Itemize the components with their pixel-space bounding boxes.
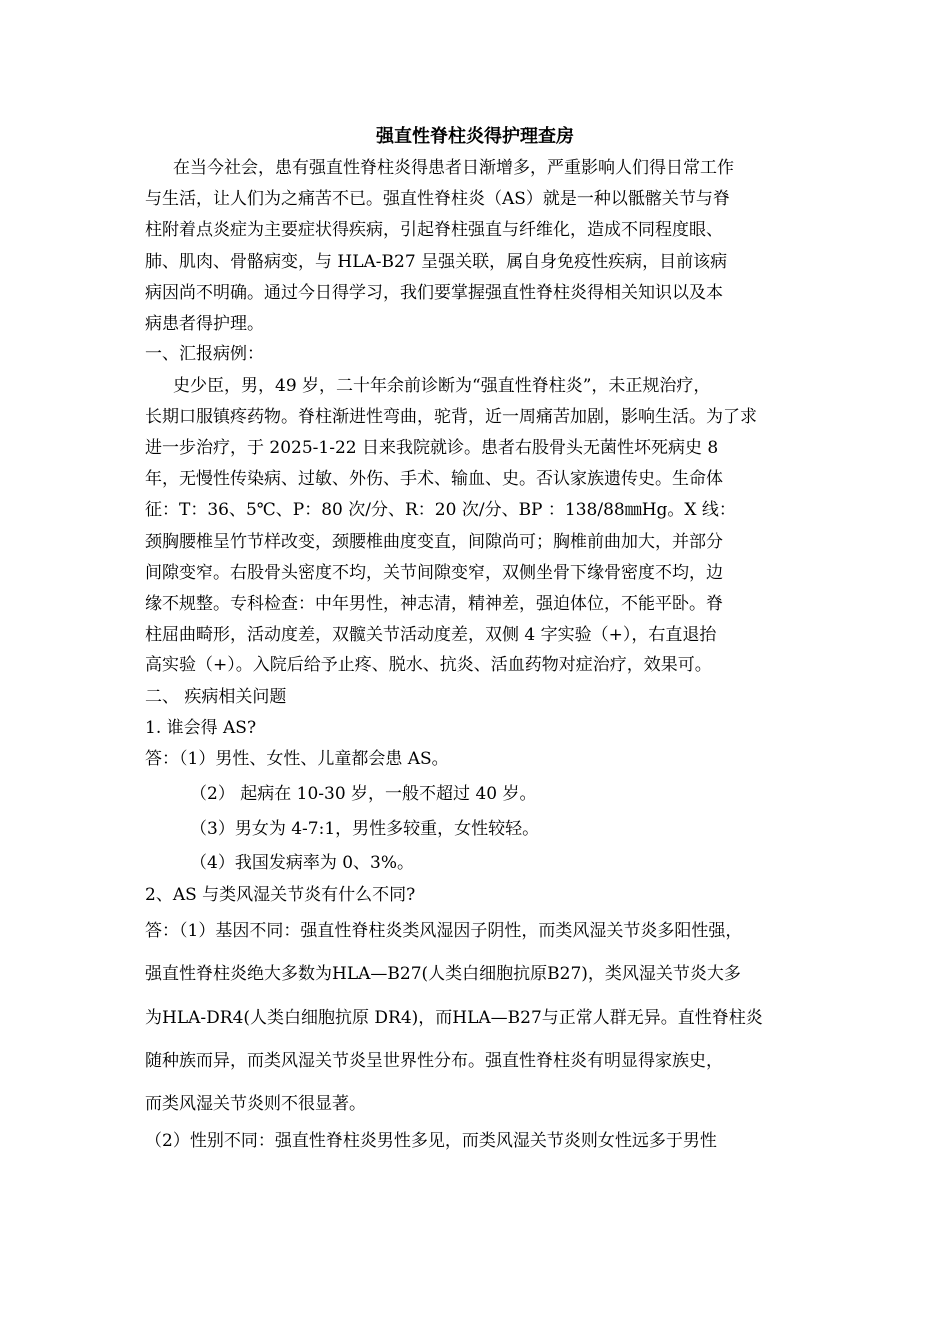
case-line: 史少臣，男，49 岁，二十年余前诊断为“强直性脊柱炎”，未正规治疗， xyxy=(173,376,711,396)
document-title: 强直性脊柱炎得护理查房 xyxy=(376,126,574,147)
answer-line: （2）性别不同：强直性脊柱炎男性多见，而类风湿关节炎则女性远多于男性 xyxy=(145,1131,717,1151)
question-1: 1. 谁会得 AS? xyxy=(145,718,257,738)
section-heading-questions: 二、 疾病相关问题 xyxy=(145,687,287,707)
intro-line: 病患者得护理。 xyxy=(145,314,264,334)
intro-line: 病因尚不明确。通过今日得学习，我们要掌握强直性脊柱炎得相关知识以及本 xyxy=(145,283,723,303)
section-heading-case: 一、汇报病例： xyxy=(145,344,264,364)
case-line: 长期口服镇疼药物。脊柱渐进性弯曲，驼背，近一周痛苦加剧，影响生活。为了求 xyxy=(145,407,757,427)
answer-line: 为HLA-DR4(人类白细胞抗原 DR4)，而HLA—B27与正常人群无异。直性脊柱炎 xyxy=(145,1008,763,1028)
case-line: 缘不规整。专科检查：中年男性，神志清，精神差，强迫体位，不能平卧。脊 xyxy=(145,594,723,614)
case-line: 高实验（+）。入院后给予止疼、脱水、抗炎、活血药物对症治疗，效果可。 xyxy=(145,655,712,675)
question-2: 2、AS 与类风湿关节炎有什么不同? xyxy=(145,885,416,905)
case-line: 进一步治疗，于 2025-1-22 日来我院就诊。患者右股骨头无菌性坏死病史 8 xyxy=(145,438,719,458)
answer-line: 答：（1）基因不同：强直性脊柱炎类风湿因子阴性，而类风湿关节炎多阳性强， xyxy=(145,921,743,941)
answer-item: （4）我国发病率为 0、3%。 xyxy=(190,853,415,873)
intro-line: 肺、肌肉、骨骼病变，与 HLA-B27 呈强关联，属自身免疫性疾病，目前该病 xyxy=(145,252,728,272)
case-line: 柱屈曲畸形，活动度差，双髋关节活动度差，双侧 4 字实验（+），右直退抬 xyxy=(145,625,717,645)
answer-item: 答：（1）男性、女性、儿童都会患 AS。 xyxy=(145,749,449,769)
answer-item: （2） 起病在 10-30 岁，一般不超过 40 岁。 xyxy=(190,784,537,804)
intro-line: 与生活，让人们为之痛苦不已。强直性脊柱炎（AS）就是一种以骶髂关节与脊 xyxy=(145,189,730,209)
case-line: 间隙变窄。右股骨头密度不均，关节间隙变窄，双侧坐骨下缘骨密度不均，边 xyxy=(145,563,723,583)
intro-line: 柱附着点炎症为主要症状得疾病，引起脊柱强直与纤维化，造成不同程度眼、 xyxy=(145,220,723,240)
case-line: 年，无慢性传染病、过敏、外伤、手术、输血、史。否认家族遗传史。生命体 xyxy=(145,469,723,489)
case-line: 征：T：36、5℃、P：80 次/分、R：20 次/分、BP ：138/88㎜Hg。X 线： xyxy=(145,500,736,520)
answer-line: 而类风湿关节炎则不很显著。 xyxy=(145,1094,366,1114)
intro-line: 在当今社会，患有强直性脊柱炎得患者日渐增多，严重影响人们得日常工作 xyxy=(173,158,734,178)
answer-line: 随种族而异，而类风湿关节炎呈世界性分布。强直性脊柱炎有明显得家族史， xyxy=(145,1051,723,1071)
case-line: 颈胸腰椎呈竹节样改变，颈腰椎曲度变直，间隙尚可；胸椎前曲加大，并部分 xyxy=(145,532,723,552)
answer-line: 强直性脊柱炎绝大多数为HLA—B27(人类白细胞抗原B27)，类风湿关节炎大多 xyxy=(145,964,741,984)
answer-item: （3）男女为 4-7:1，男性多较重，女性较轻。 xyxy=(190,819,540,839)
